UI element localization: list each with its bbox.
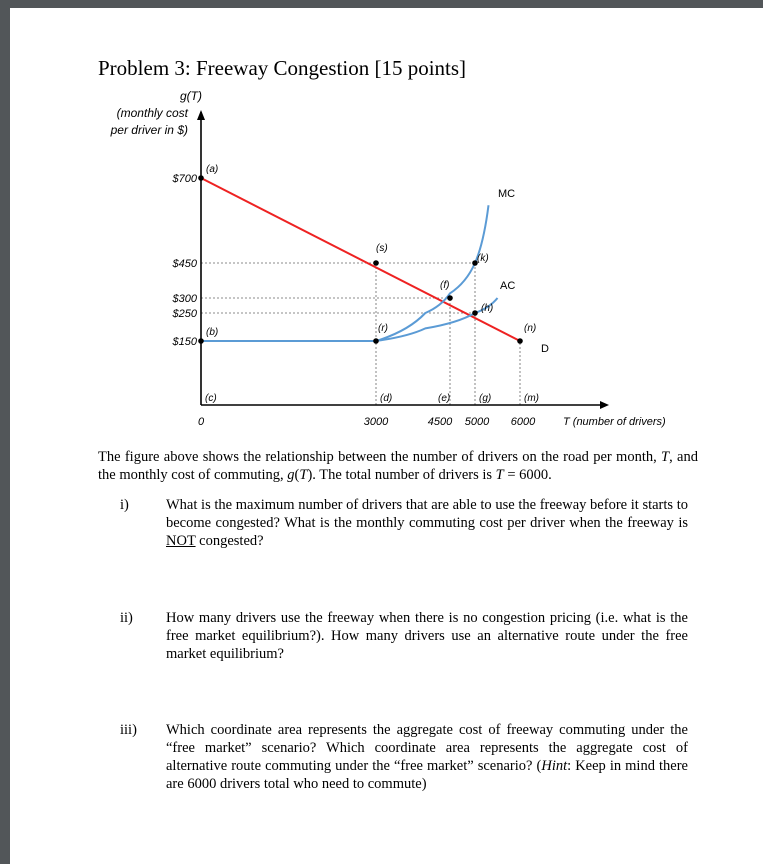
question-text-part: Which coordinate area represents the aggregate cost of freeway commuting under the “free market” scenario? Which coordinate area represents the aggregate cost of alternative route commuting under the “free market” scenario? (	[166, 722, 688, 774]
mc-label: MC	[498, 188, 516, 200]
point-label: (h)	[481, 303, 494, 314]
y-axis-arrow	[197, 110, 205, 120]
point-label: (k)	[477, 253, 489, 264]
question-number: i)	[120, 497, 129, 513]
point-marker	[447, 295, 453, 301]
point-marker	[373, 260, 379, 266]
y-tick-label: $250	[172, 308, 197, 320]
average-cost-curve	[201, 298, 498, 341]
x-tick-label: 0	[197, 416, 205, 428]
point-marker	[373, 338, 379, 344]
question-text	[166, 496, 688, 550]
y-axis-label-line-2: (monthly cost	[116, 106, 188, 120]
y-axis-label-line-1: g(T)	[180, 89, 202, 103]
point-label: (m)	[524, 393, 539, 404]
point-label: (a)	[206, 164, 219, 175]
d-label: D	[541, 343, 549, 355]
y-tick-label: $450	[172, 258, 197, 270]
x-axis-arrow	[600, 401, 609, 409]
point-label: (s)	[376, 243, 388, 254]
y-tick-label: $150	[172, 336, 197, 348]
question-number: ii)	[120, 610, 133, 626]
point-label: (r)	[378, 323, 388, 334]
x-tick-label: 4500	[427, 416, 453, 428]
x-tick-label: 3000	[363, 416, 389, 428]
x-axis-label: T (number of drivers)	[563, 416, 666, 428]
point-marker	[472, 310, 478, 316]
question-text-part: congested?	[195, 533, 264, 549]
underlined-word: NOT	[166, 533, 196, 549]
question-text-part: : Keep in mind there are 6000 drivers total who need to commute)	[166, 758, 688, 792]
point-label: (f)	[440, 280, 450, 291]
point-label: (b)	[206, 327, 219, 338]
question-text: How many drivers use the freeway when there is no congestion pricing (i.e. what is the free market equilibrium?). How many drivers use an alternative route under the free market equilibrium?	[166, 610, 688, 662]
y-tick-label: $300	[172, 293, 197, 305]
hint-label: Hint	[541, 758, 568, 774]
point-label: (g)	[479, 393, 492, 404]
point-label: (c)	[205, 393, 217, 404]
point-marker	[517, 338, 523, 344]
intro-paragraph: The figure above shows the relationship between the number of drivers on the road per month, T, and the monthly cost of commuting, g(T). The total number of drivers is T = 6000.	[98, 449, 698, 483]
point-label: (e)	[438, 393, 451, 404]
demand-line	[201, 178, 520, 341]
point-label: (d)	[380, 393, 393, 404]
x-tick-label: 5000	[464, 416, 490, 428]
question-text	[166, 721, 688, 793]
y-tick-label: $700	[172, 173, 197, 185]
ac-label: AC	[500, 280, 516, 292]
question-text-part: What is the maximum number of drivers that are able to use the freeway before it starts to become congested? What is the monthly commuting cost per driver when the freeway is	[166, 497, 688, 531]
marginal-cost-curve	[376, 205, 489, 341]
point-marker	[198, 338, 204, 344]
y-axis-label-line-3: per driver in $)	[110, 123, 188, 137]
point-marker	[198, 175, 204, 181]
x-tick-label: 6000	[510, 416, 536, 428]
problem-title: Problem 3: Freeway Congestion [15 points]	[98, 56, 467, 80]
question-number: iii)	[120, 722, 137, 738]
point-label: (n)	[524, 323, 537, 334]
